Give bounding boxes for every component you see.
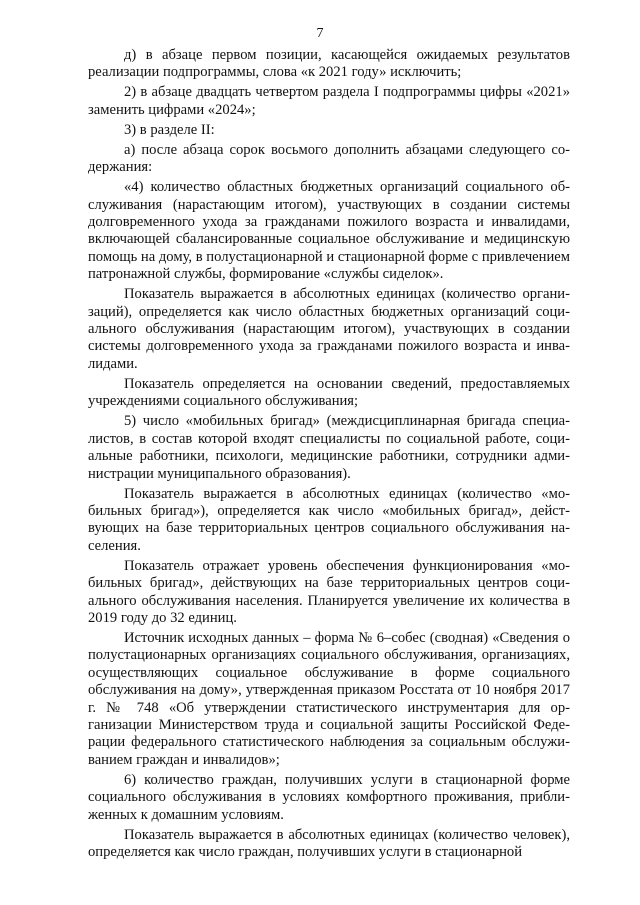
paragraph-indicator-5: 5) число «мобильных бригад» (междисциплинарная бригада специалистов, в состав которой входят специалисты по социальной работе, социальные работники, психологи, медицинские работники, сотрудники администрации муниципального образования). <box>88 413 570 482</box>
paragraph-item-3: 3) в разделе II: <box>124 121 215 138</box>
paragraph-indicator-4-measure: Показатель выражается в абсолютных единицах (количество организаций), определяется как число областных бюджетных организаций социального обслуживания (нарастающим итогом), участвующих в создании системы долговременного ухода за гражданами пожилого возраста и инвалидами. <box>88 286 570 372</box>
paragraph-indicator-4-source: Показатель определяется на основании сведений, предоставляемых учреждениями социального обслуживания; <box>88 375 570 410</box>
paragraph-item-2: 2) в абзаце двадцать четвертом раздела I подпрограммы цифры «2021» заменить цифрами «2024»; <box>88 84 570 118</box>
paragraph-subitem-a: а) после абзаца сорок восьмого дополнить абзацами следующего содержания: <box>88 141 570 176</box>
paragraph-indicator-6-measure: Показатель выражается в абсолютных единицах (количество человек), определяется как число граждан, получивших услуги в стационарной <box>88 826 570 860</box>
paragraph-data-source: Источник исходных данных – форма № 6–собес (сводная) «Сведения о полустационарных организациях социального обслуживания, организациях, осуществляющих социальное обслуживание в форме социального обслуживания на дому», утвержденная приказом Росстата от 10 ноября 2017 г. № 748 «Об утверждении статистического инструментария для организации Министерством труда и социальной защиты Российской Федерации федерального статистического наблюдения за социальным обслуживанием граждан и инвалидов»; <box>88 629 570 768</box>
paragraph-indicator-6: 6) количество граждан, получивших услуги в стационарной форме социального обслуживания в условиях комфортного проживания, приближенных к домашним условиям. <box>88 771 570 823</box>
paragraph-indicator-5-measure: Показатель выражается в абсолютных единицах (количество «мобильных бригад»), определяется как число «мобильных бригад», действующих на базе территориальных центров социального обслуживания населения. <box>88 485 570 554</box>
paragraph-indicator-4: «4) количество областных бюджетных организаций социального обслуживания (нарастающим итогом), участвующих в создании системы долговременного ухода за гражданами пожилого возраста и инвалидами, включающей сбалансированные социальное обслуживание и медицинскую помощь на дому, в полустационарной и стационарной форме с привлечением патронажной службы, формирование «службы сиделок». <box>88 179 570 283</box>
page-number: 7 <box>316 26 324 41</box>
paragraph-item-d: д) в абзаце первом позиции, касающейся ожидаемых результатов реализации подпрограммы, слова «к 2021 году» исключить; <box>88 47 570 81</box>
paragraph-indicator-5-level: Показатель отражает уровень обеспечения функционирования «мобильных бригад», действующих на базе территориальных центров социального обслуживания населения. Планируется увеличение их количества в 2019 году до 32 единиц. <box>88 557 570 626</box>
document-body <box>88 47 570 864</box>
